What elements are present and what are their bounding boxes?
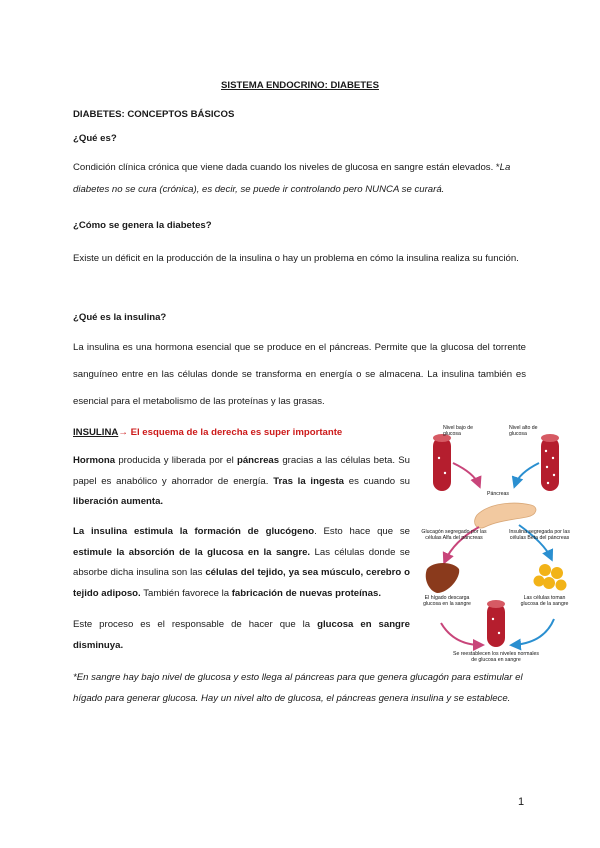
hormone-text-2: gracias a las células beta. Su papel es anabólico y ahorrador de energía.	[73, 455, 410, 487]
insulin-glucagon-diagram	[419, 423, 572, 671]
label-low-glucose: Nivel bajo de glucosa	[443, 425, 473, 437]
paragraph-generation: Existe un déficit en la producción de la insulina o hay un problema en cómo la insulina realiza su función.	[73, 253, 519, 264]
document-title: SISTEMA ENDOCRINO: DIABETES	[221, 80, 379, 91]
label-pancreas: Páncreas	[487, 491, 509, 497]
paragraph-footnote: *En sangre hay bajo nivel de glucosa y esto llega al páncreas para que genera glucagón para estimular el hígado para generar glucosa. Hay un nivel alto de glucosa, el páncreas genera insulina y se establece.	[73, 672, 523, 704]
paragraph-hormone	[73, 451, 410, 513]
paragraph-insulin: La insulina es una hormona esencial que se produce en el páncreas. Permite que la glucosa del torrente sanguíneo entre en las células donde se transforma en energía o se almacena. La insulina también es esencial para el metabolismo de las proteínas y las grasas.	[73, 342, 526, 407]
label-insulin: Insulina segregada por las células Beta del páncreas	[509, 529, 570, 541]
glycogen-bold-3: células del tejido, ya sea músculo, cerebro o tejido adiposo.	[73, 567, 410, 599]
label-cells: Las células toman glucosa de la sangre	[520, 595, 569, 607]
process-text: Este proceso es el responsable de hacer que la	[73, 619, 318, 630]
hormone-text-1: producida y liberada por el	[115, 455, 237, 466]
insulina-label: INSULINA	[73, 427, 119, 438]
liver-icon	[426, 563, 459, 593]
blood-vessel-low-icon	[433, 434, 451, 491]
hormone-bold-1: Hormona	[73, 455, 116, 466]
section-title: DIABETES: CONCEPTOS BÁSICOS	[73, 109, 235, 120]
question-what-insulin: ¿Qué es la insulina?	[73, 312, 167, 323]
label-restored: Se reestablecen los niveles normales de glucosa en sangre	[453, 651, 539, 663]
page-number: 1	[518, 796, 525, 808]
label-liver: El hígado descarga glucosa en la sangre	[423, 595, 471, 607]
label-glucagon: Glucagón segregado por las células Alfa del páncreas	[421, 529, 487, 541]
paragraph-glycogen	[73, 522, 410, 604]
insulina-heading	[73, 426, 342, 439]
hormone-bold-2: páncreas	[236, 455, 280, 466]
glycogen-text-1: . Esto hace que se	[314, 526, 410, 537]
cells-icon	[534, 564, 567, 591]
blood-vessel-normal-icon	[487, 600, 505, 647]
label-high-glucose: Nivel alto de glucosa	[509, 425, 538, 437]
process-bold: glucosa en sangre disminuya.	[73, 619, 410, 651]
glycogen-bold-4: fabricación de nuevas proteínas.	[231, 587, 382, 599]
hormone-text-3: es cuando su	[344, 475, 410, 487]
definition-text: Condición clínica crónica que viene dada cuando los niveles de glucosa en sangre están elevados. *	[73, 162, 500, 173]
glycogen-bold-2: estimule la absorción de la glucosa en la sangre.	[73, 546, 311, 558]
pancreas-icon	[475, 503, 536, 528]
question-how-generated: ¿Cómo se genera la diabetes?	[73, 220, 212, 231]
diagram-graphic	[419, 423, 572, 671]
definition-note: La diabetes no se cura (crónica), es decir, se puede ir controlando pero NUNCA se curará.	[73, 162, 511, 195]
insulina-note: → El esquema de la derecha es super importante	[118, 427, 343, 438]
hormone-bold-3: Tras la ingesta	[273, 475, 345, 487]
question-what-is: ¿Qué es?	[73, 133, 117, 144]
glycogen-text-3: También favorece la	[140, 587, 232, 599]
glycogen-text-2: Las células donde se absorbe dicha insulina son las	[73, 546, 410, 578]
glycogen-bold-1: La insulina estimula la formación de glucógeno	[73, 526, 315, 537]
paragraph-process	[73, 615, 410, 656]
paragraph-definition	[73, 157, 526, 201]
hormone-bold-4: liberación aumenta.	[73, 496, 164, 507]
blood-vessel-high-icon	[541, 434, 559, 491]
